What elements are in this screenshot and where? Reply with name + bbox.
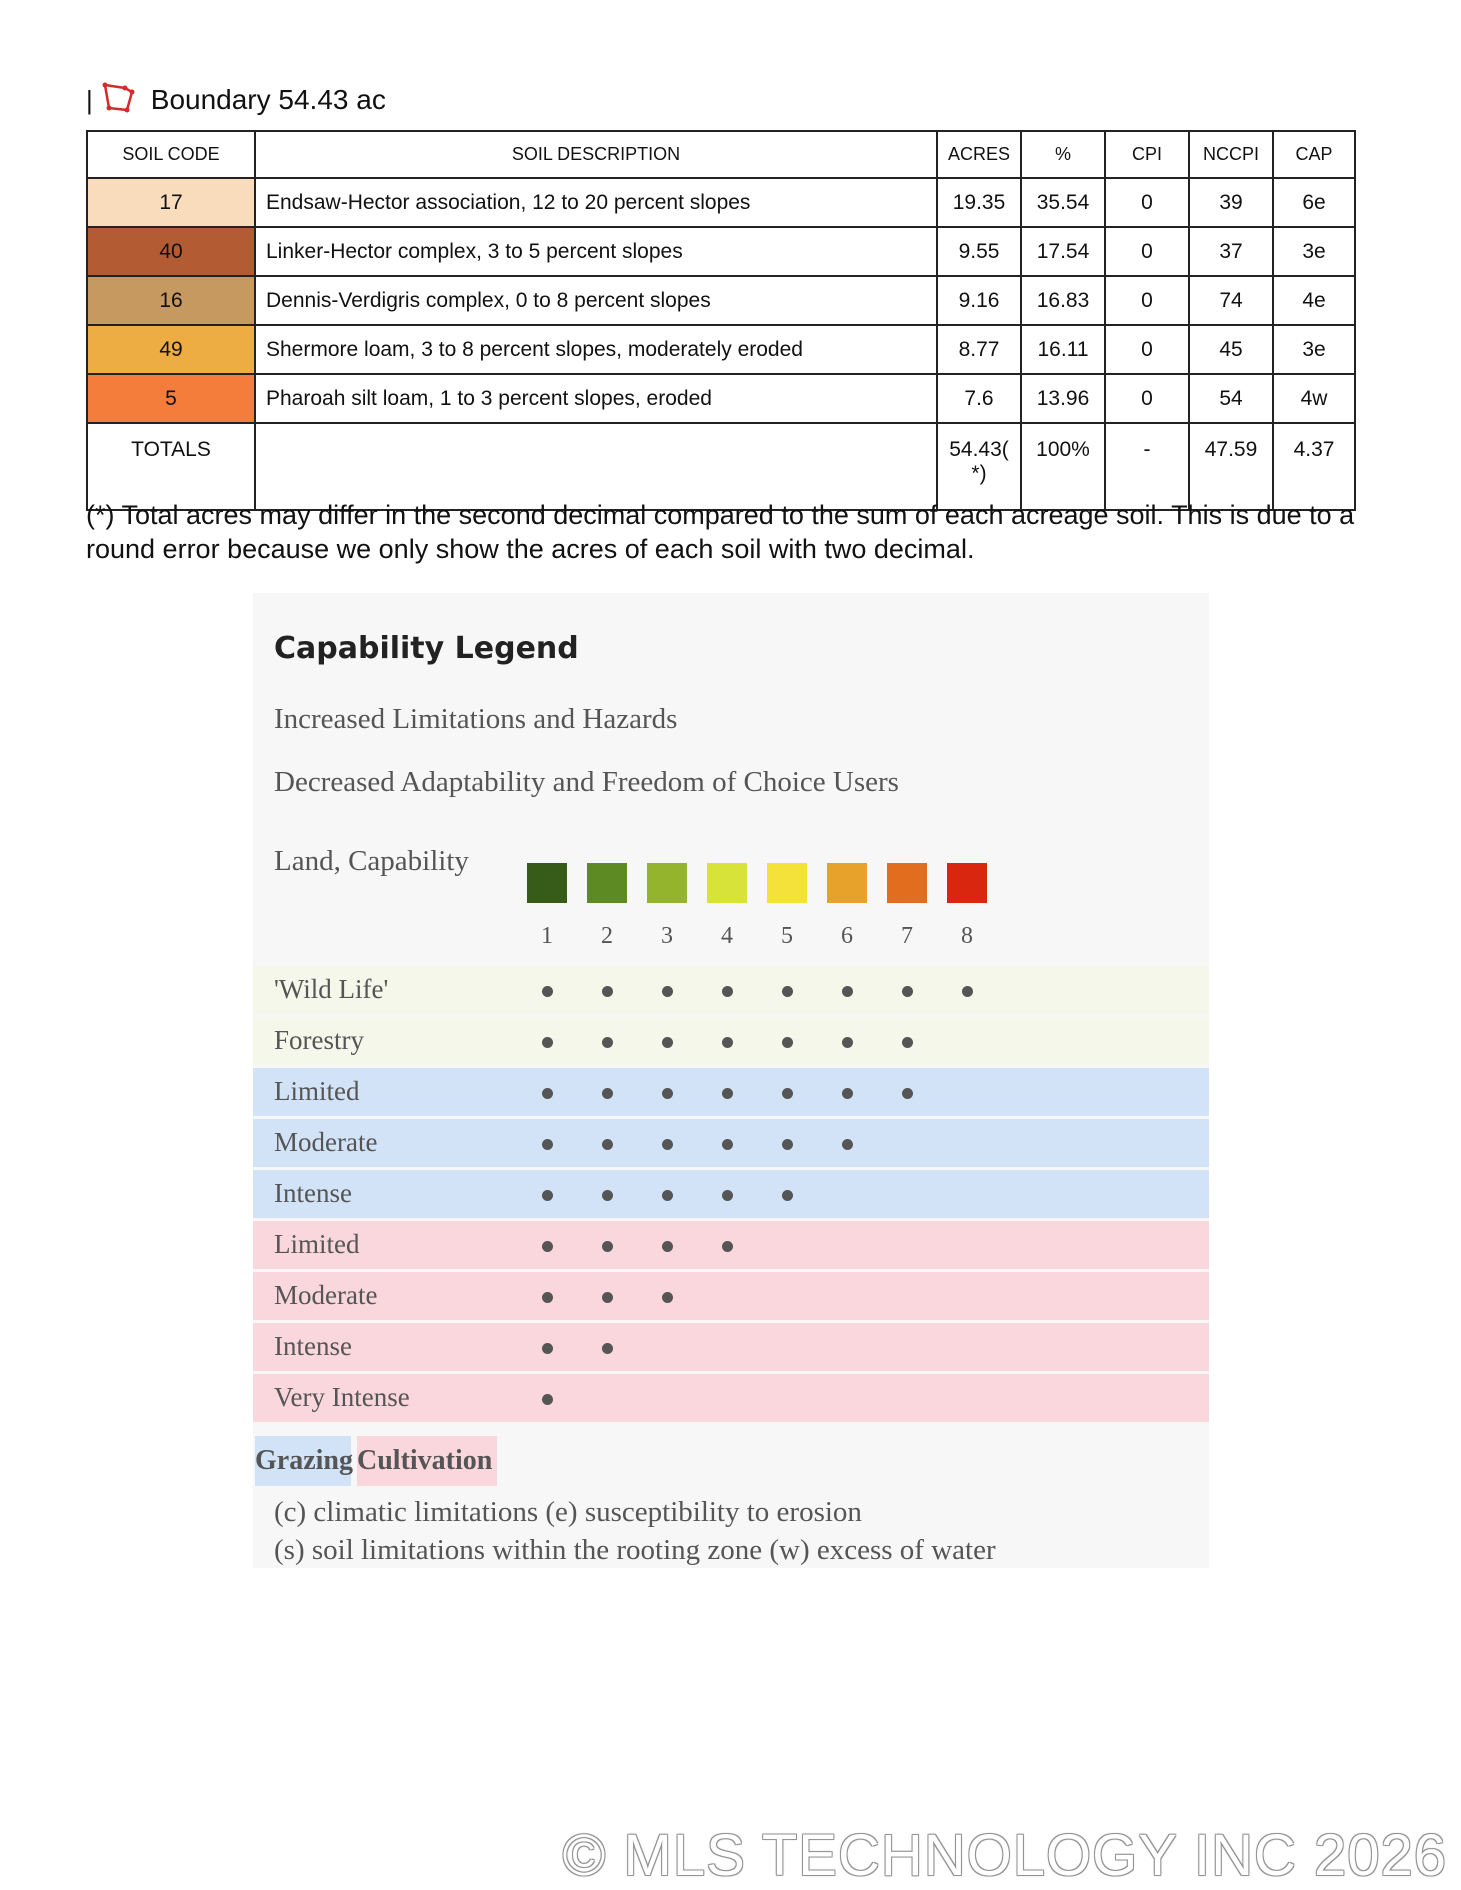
- capability-row: [253, 1374, 1209, 1422]
- capability-dot: [542, 1343, 553, 1354]
- totals-nccpi: 47.59: [1189, 423, 1273, 510]
- soil-row: [87, 276, 1355, 325]
- cpi-cell: 0: [1105, 325, 1189, 374]
- class-3-swatch: [647, 863, 687, 903]
- capability-dot: [662, 1088, 673, 1099]
- class-5-number: 5: [781, 923, 793, 949]
- class-5-swatch: [767, 863, 807, 903]
- boundary-polygon-icon: [101, 82, 135, 119]
- soil-code-cell: 40: [87, 227, 255, 276]
- class-6-number: 6: [841, 923, 853, 949]
- class-6-swatch: [827, 863, 867, 903]
- acres-cell: 9.55: [937, 227, 1021, 276]
- cap-cell: 6e: [1273, 178, 1355, 227]
- capability-row: [253, 1068, 1209, 1116]
- capability-dot: [602, 1241, 613, 1252]
- capability-row-label: Forestry: [274, 1025, 364, 1055]
- nccpi-cell: 54: [1189, 374, 1273, 423]
- capability-dot: [782, 1139, 793, 1150]
- soil-row: [87, 178, 1355, 227]
- col-header-cpi: CPI: [1105, 131, 1189, 178]
- cap-cell: 4e: [1273, 276, 1355, 325]
- land-capability-label: Land, Capability: [274, 845, 469, 877]
- totals-label: TOTALS: [87, 423, 255, 510]
- percent-cell: 13.96: [1021, 374, 1105, 423]
- soil-code-cell: 16: [87, 276, 255, 325]
- soil-description-cell: Shermore loam, 3 to 8 percent slopes, moderately eroded: [255, 325, 937, 374]
- percent-cell: 16.11: [1021, 325, 1105, 374]
- class-3-number: 3: [661, 923, 673, 949]
- soil-row: [87, 325, 1355, 374]
- capability-dot: [542, 1088, 553, 1099]
- capability-dot: [602, 1343, 613, 1354]
- boundary-header: [86, 80, 386, 120]
- soil-table: [86, 130, 1356, 511]
- capability-row: [253, 1119, 1209, 1167]
- class-8-number: 8: [961, 923, 973, 949]
- percent-cell: 35.54: [1021, 178, 1105, 227]
- capability-row-label: 'Wild Life': [274, 974, 389, 1004]
- capability-row-label: Very Intense: [274, 1382, 410, 1412]
- cap-cell: 4w: [1273, 374, 1355, 423]
- capability-dot: [782, 1037, 793, 1048]
- cap-cell: 3e: [1273, 325, 1355, 374]
- acres-cell: 9.16: [937, 276, 1021, 325]
- capability-dot: [602, 986, 613, 997]
- capability-dot: [902, 1037, 913, 1048]
- capability-row: [253, 1221, 1209, 1269]
- legend-note-soil: (s) soil limitations within the rooting zone (w) excess of water: [274, 1534, 996, 1566]
- class-1-number: 1: [541, 923, 553, 949]
- capability-dot: [842, 1088, 853, 1099]
- capability-row-label: Intense: [274, 1331, 352, 1361]
- soil-description-cell: Linker-Hector complex, 3 to 5 percent slopes: [255, 227, 937, 276]
- capability-dot: [662, 1139, 673, 1150]
- acres-footnote: (*) Total acres may differ in the second decimal compared to the sum of each acreage soil. This is due to a round error because we only show the acres of each soil with two decimal.: [86, 500, 1355, 564]
- legend-title: Capability Legend: [274, 631, 579, 666]
- col-header-nccpi: NCCPI: [1189, 131, 1273, 178]
- class-7-swatch: [887, 863, 927, 903]
- totals-percent: 100%: [1021, 423, 1105, 510]
- soil-row: [87, 227, 1355, 276]
- soil-code-cell: 5: [87, 374, 255, 423]
- capability-dot: [662, 1292, 673, 1303]
- col-header-soil-code: SOIL CODE: [87, 131, 255, 178]
- capability-dot: [722, 986, 733, 997]
- class-2-number: 2: [601, 923, 613, 949]
- capability-dot: [782, 986, 793, 997]
- soil-code-cell: 49: [87, 325, 255, 374]
- capability-dot: [722, 1088, 733, 1099]
- cultivation-key: Cultivation: [357, 1436, 497, 1486]
- nccpi-cell: 39: [1189, 178, 1273, 227]
- capability-dot: [602, 1088, 613, 1099]
- capability-dot: [842, 986, 853, 997]
- capability-dot: [542, 1241, 553, 1252]
- col-header-percent: %: [1021, 131, 1105, 178]
- class-4-swatch: [707, 863, 747, 903]
- capability-dot: [662, 1190, 673, 1201]
- capability-dot: [722, 1190, 733, 1201]
- cap-cell: 3e: [1273, 227, 1355, 276]
- totals-desc: [255, 423, 937, 510]
- class-8-swatch: [947, 863, 987, 903]
- capability-dot: [842, 1139, 853, 1150]
- capability-dot: [782, 1088, 793, 1099]
- soil-code-cell: 17: [87, 178, 255, 227]
- class-7-number: 7: [901, 923, 913, 949]
- capability-dot: [842, 1037, 853, 1048]
- copyright-watermark: © MLS TECHNOLOGY INC 2026: [562, 1823, 1447, 1888]
- grazing-key: Grazing: [255, 1436, 351, 1486]
- nccpi-cell: 37: [1189, 227, 1273, 276]
- class-4-number: 4: [721, 923, 733, 949]
- capability-dot: [542, 1394, 553, 1405]
- soil-row: [87, 374, 1355, 423]
- capability-row-label: Limited: [274, 1229, 360, 1259]
- capability-dot: [542, 1037, 553, 1048]
- soil-description-cell: Endsaw-Hector association, 12 to 20 percent slopes: [255, 178, 937, 227]
- cpi-cell: 0: [1105, 227, 1189, 276]
- totals-cap: 4.37: [1273, 423, 1355, 510]
- table-header-row: [87, 131, 1355, 178]
- nccpi-cell: 74: [1189, 276, 1273, 325]
- legend-subtitle-adaptability: Decreased Adaptability and Freedom of Choice Users: [274, 766, 899, 798]
- class-2-swatch: [587, 863, 627, 903]
- capability-row: [253, 1170, 1209, 1218]
- boundary-title: Boundary 54.43 ac: [150, 84, 386, 115]
- capability-row-label: Moderate: [274, 1127, 378, 1157]
- capability-row: [253, 1272, 1209, 1320]
- legend-notes: [274, 1493, 996, 1569]
- capability-dot: [662, 1241, 673, 1252]
- capability-dot: [542, 1292, 553, 1303]
- totals-cpi: -: [1105, 423, 1189, 510]
- nccpi-cell: 45: [1189, 325, 1273, 374]
- capability-dot: [782, 1190, 793, 1201]
- totals-acres: 54.43( *): [937, 423, 1021, 510]
- capability-dot: [662, 1037, 673, 1048]
- legend-subtitle-limitations: Increased Limitations and Hazards: [274, 703, 678, 735]
- soil-description-cell: Dennis-Verdigris complex, 0 to 8 percent slopes: [255, 276, 937, 325]
- capability-dot: [602, 1190, 613, 1201]
- acres-cell: 8.77: [937, 325, 1021, 374]
- capability-dot: [902, 986, 913, 997]
- capability-row-label: Limited: [274, 1076, 360, 1106]
- capability-dot: [662, 986, 673, 997]
- soil-description-cell: Pharoah silt loam, 1 to 3 percent slopes, eroded: [255, 374, 937, 423]
- capability-legend: [253, 593, 1209, 1568]
- capability-dot: [902, 1088, 913, 1099]
- cpi-cell: 0: [1105, 178, 1189, 227]
- cpi-cell: 0: [1105, 276, 1189, 325]
- capability-dot: [602, 1139, 613, 1150]
- header-bar: |: [86, 85, 93, 115]
- capability-dot: [722, 1139, 733, 1150]
- capability-dot: [602, 1292, 613, 1303]
- col-header-soil-description: SOIL DESCRIPTION: [255, 131, 937, 178]
- acres-cell: 19.35: [937, 178, 1021, 227]
- capability-dot: [542, 1190, 553, 1201]
- legend-note-climatic: (c) climatic limitations (e) susceptibility to erosion: [274, 1496, 862, 1528]
- capability-dot: [542, 1139, 553, 1150]
- capability-row-label: Intense: [274, 1178, 352, 1208]
- percent-cell: 17.54: [1021, 227, 1105, 276]
- capability-row-label: Moderate: [274, 1280, 378, 1310]
- capability-dot: [542, 986, 553, 997]
- capability-dot: [722, 1241, 733, 1252]
- capability-dot: [602, 1037, 613, 1048]
- percent-cell: 16.83: [1021, 276, 1105, 325]
- cpi-cell: 0: [1105, 374, 1189, 423]
- col-header-acres: ACRES: [937, 131, 1021, 178]
- class-1-swatch: [527, 863, 567, 903]
- col-header-cap: CAP: [1273, 131, 1355, 178]
- capability-dot: [722, 1037, 733, 1048]
- acres-cell: 7.6: [937, 374, 1021, 423]
- capability-row: [253, 966, 1209, 1014]
- totals-row: [87, 423, 1355, 510]
- capability-row: [253, 1017, 1209, 1065]
- capability-row: [253, 1323, 1209, 1371]
- capability-dot: [962, 986, 973, 997]
